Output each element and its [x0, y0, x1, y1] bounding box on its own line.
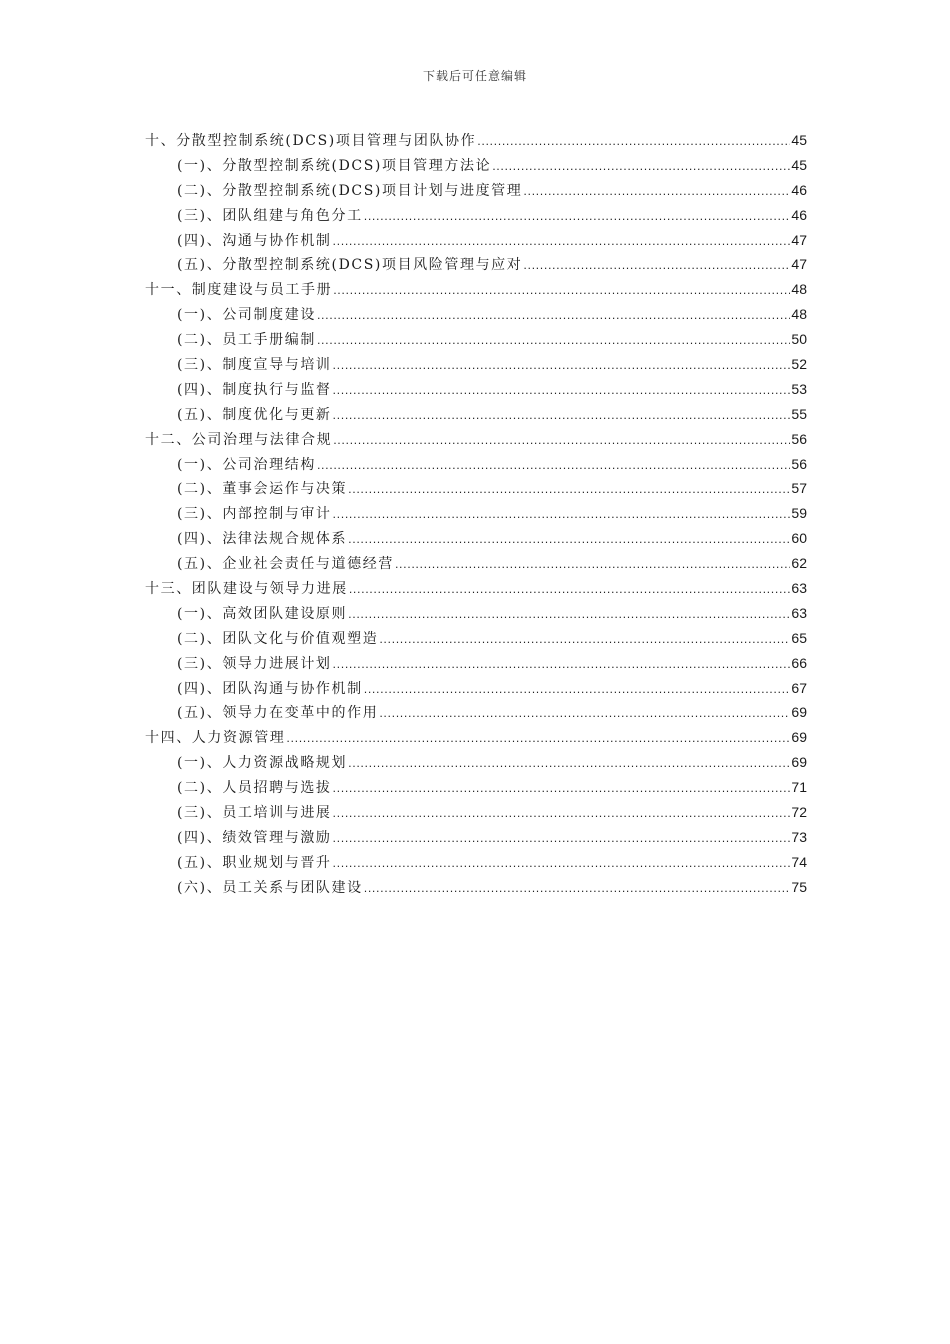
toc-page-number: 47	[791, 256, 807, 273]
toc-entry-title: (四)、绩效管理与激励	[177, 829, 332, 846]
toc-page-number: 56	[791, 455, 807, 472]
toc-entry-title: (二)、分散型控制系统(DCS)项目计划与进度管理	[177, 182, 523, 199]
toc-entry-title: (五)、职业规划与晋升	[177, 854, 332, 871]
toc-entry-title: 十三、团队建设与领导力进展	[145, 581, 348, 598]
toc-dot-leader	[333, 653, 791, 678]
toc-entry-title: (六)、员工关系与团队建设	[177, 879, 363, 896]
toc-page-number: 62	[791, 555, 807, 572]
toc-section-entry[interactable]	[145, 601, 807, 626]
toc-section-entry[interactable]	[145, 676, 807, 701]
toc-dot-leader	[317, 329, 790, 354]
toc-page-number: 56	[791, 430, 807, 447]
toc-page-number: 63	[791, 580, 807, 597]
toc-page-number: 52	[791, 356, 807, 373]
toc-entry-title: (二)、员工手册编制	[177, 332, 316, 349]
toc-entry-title: (三)、领导力进展计划	[177, 655, 332, 672]
toc-page-number: 71	[791, 779, 807, 796]
toc-entry-title: (三)、员工培训与进展	[177, 805, 332, 822]
toc-dot-leader	[333, 802, 791, 827]
toc-entry-title: 十、分散型控制系统(DCS)项目管理与团队协作	[145, 133, 477, 149]
toc-dot-leader	[523, 254, 790, 279]
toc-page-number: 47	[791, 231, 807, 248]
toc-section-entry[interactable]	[145, 825, 807, 850]
toc-dot-leader	[333, 354, 791, 379]
toc-entry-title: (二)、团队文化与价值观塑造	[177, 630, 379, 647]
toc-page-number: 48	[791, 306, 807, 323]
toc-dot-leader	[477, 130, 790, 155]
toc-dot-leader	[379, 702, 790, 727]
toc-page-number: 60	[791, 530, 807, 547]
toc-dot-leader	[333, 230, 791, 255]
toc-page-number: 66	[791, 654, 807, 671]
toc-dot-leader	[395, 553, 790, 578]
toc-dot-leader	[333, 827, 791, 852]
toc-dot-leader	[317, 304, 790, 329]
toc-entry-title: (一)、公司制度建设	[177, 307, 316, 324]
toc-page-number: 53	[791, 380, 807, 397]
toc-dot-leader	[348, 603, 790, 628]
toc-page-number: 73	[791, 828, 807, 845]
toc-section-entry[interactable]	[145, 178, 807, 203]
toc-entry-title: (五)、企业社会责任与道德经营	[177, 556, 394, 573]
toc-dot-leader	[348, 528, 790, 553]
toc-page-number: 45	[791, 132, 807, 148]
toc-dot-leader	[523, 180, 790, 205]
toc-section-entry[interactable]	[145, 551, 807, 576]
toc-dot-leader	[333, 852, 791, 877]
page-header: 下载后可任意编辑	[422, 69, 527, 83]
toc-section-entry[interactable]	[145, 327, 807, 352]
toc-section-entry[interactable]	[145, 352, 807, 377]
toc-section-entry[interactable]	[145, 228, 807, 253]
toc-page-number: 45	[791, 156, 807, 173]
toc-page-number: 67	[791, 679, 807, 696]
toc-dot-leader	[333, 279, 790, 304]
toc-page-number: 48	[791, 281, 807, 298]
toc-page-number: 72	[791, 804, 807, 821]
toc-page-number: 69	[791, 729, 807, 746]
toc-entry-title: 十一、制度建设与员工手册	[145, 282, 333, 299]
toc-page-number: 74	[791, 853, 807, 870]
toc-page-number: 69	[791, 754, 807, 771]
toc-section-entry[interactable]	[145, 526, 807, 551]
toc-chapter-entry[interactable]	[145, 128, 807, 153]
toc-section-entry[interactable]	[145, 501, 807, 526]
toc-section-entry[interactable]	[145, 452, 807, 477]
toc-entry-title: (四)、制度执行与监督	[177, 381, 332, 398]
toc-entry-title: (五)、分散型控制系统(DCS)项目风险管理与应对	[177, 257, 523, 274]
toc-dot-leader	[333, 379, 791, 404]
toc-dot-leader	[333, 404, 791, 429]
toc-section-entry[interactable]	[145, 402, 807, 427]
toc-entry-title: (四)、沟通与协作机制	[177, 232, 332, 249]
toc-dot-leader	[349, 578, 791, 603]
toc-page-number: 63	[791, 604, 807, 621]
toc-section-entry[interactable]	[145, 203, 807, 228]
toc-entry-title: (五)、领导力在变革中的作用	[177, 705, 379, 722]
toc-chapter-entry[interactable]	[145, 427, 807, 452]
toc-section-entry[interactable]	[145, 850, 807, 875]
toc-entry-title: (一)、高效团队建设原则	[177, 605, 348, 622]
toc-section-entry[interactable]	[145, 252, 807, 277]
toc-dot-leader	[333, 777, 791, 802]
toc-dot-leader	[364, 205, 791, 230]
toc-entry-title: (五)、制度优化与更新	[177, 406, 332, 423]
toc-chapter-entry[interactable]	[145, 576, 807, 601]
toc-section-entry[interactable]	[145, 651, 807, 676]
toc-page-number: 59	[791, 505, 807, 522]
toc-dot-leader	[317, 454, 790, 479]
toc-section-entry[interactable]	[145, 875, 807, 900]
toc-entry-title: (二)、人员招聘与选拔	[177, 780, 332, 797]
toc-entry-title: (一)、公司治理结构	[177, 456, 316, 473]
toc-page-number: 69	[791, 704, 807, 721]
toc-section-entry[interactable]	[145, 476, 807, 501]
toc-dot-leader	[492, 155, 790, 180]
toc-dot-leader	[348, 752, 790, 777]
toc-dot-leader	[333, 429, 790, 454]
toc-entry-title: (三)、团队组建与角色分工	[177, 207, 363, 224]
toc-entry-title: (四)、团队沟通与协作机制	[177, 680, 363, 697]
toc-page-number: 46	[791, 206, 807, 223]
toc-section-entry[interactable]	[145, 775, 807, 800]
toc-section-entry[interactable]	[145, 700, 807, 725]
toc-section-entry[interactable]	[145, 302, 807, 327]
toc-chapter-entry[interactable]	[145, 277, 807, 302]
toc-entry-title: (三)、内部控制与审计	[177, 506, 332, 523]
toc-section-entry[interactable]	[145, 153, 807, 178]
toc-entry-title: 十四、人力资源管理	[145, 730, 286, 747]
toc-chapter-entry[interactable]	[145, 725, 807, 750]
toc-section-entry[interactable]	[145, 377, 807, 402]
toc-dot-leader	[348, 478, 790, 503]
toc-entry-title: 十二、公司治理与法律合规	[145, 431, 333, 448]
toc-page-number: 46	[791, 181, 807, 198]
toc-dot-leader	[333, 503, 791, 528]
toc-entry-title: (三)、制度宣导与培训	[177, 357, 332, 374]
toc-section-entry[interactable]	[145, 626, 807, 651]
toc-entry-title: (二)、董事会运作与决策	[177, 481, 348, 498]
toc-entry-title: (四)、法律法规合规体系	[177, 531, 348, 548]
table-of-contents	[145, 128, 807, 900]
toc-entry-title: (一)、人力资源战略规划	[177, 755, 348, 772]
toc-dot-leader	[364, 877, 791, 902]
toc-entry-title: (一)、分散型控制系统(DCS)项目管理方法论	[177, 157, 492, 174]
toc-dot-leader	[364, 678, 791, 703]
toc-page-number: 55	[791, 405, 807, 422]
toc-page-number: 57	[791, 480, 807, 497]
toc-dot-leader	[379, 628, 790, 653]
toc-page-number: 65	[791, 629, 807, 646]
toc-section-entry[interactable]	[145, 750, 807, 775]
toc-section-entry[interactable]	[145, 800, 807, 825]
toc-dot-leader	[286, 727, 790, 752]
toc-page-number: 50	[791, 331, 807, 348]
toc-page-number: 75	[791, 878, 807, 895]
